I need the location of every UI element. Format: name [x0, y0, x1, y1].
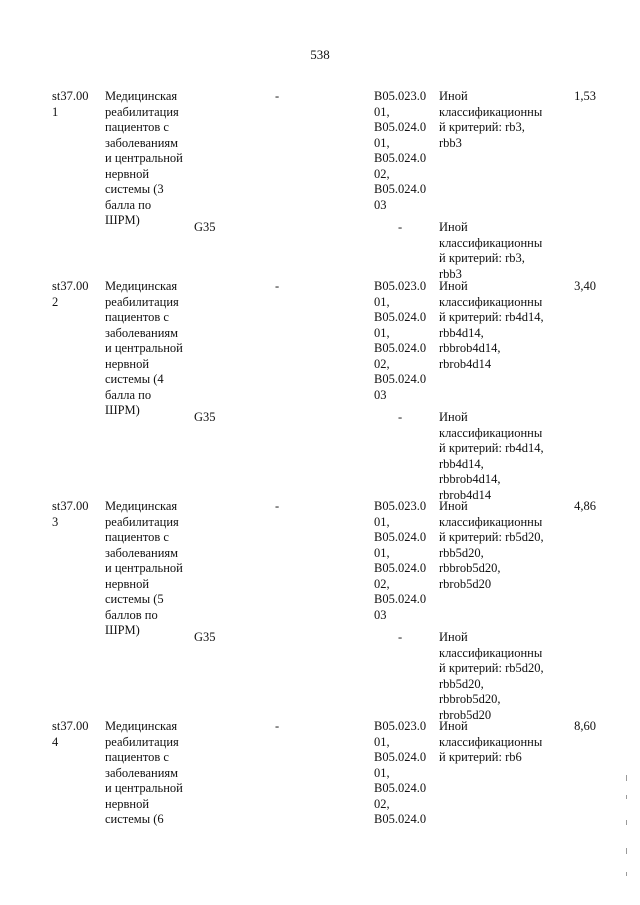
row-1-coefficient: 1,53	[574, 89, 596, 103]
row-2-code: st37.00 2	[52, 279, 89, 309]
row-1-name: Медицинская реабилитация пациентов с заболеваниям и центральной нервной системы (3 балла по ШРМ)	[105, 89, 183, 227]
row-1-sub-services: -	[398, 220, 403, 234]
row-1-sub-diagnosis: G35	[194, 220, 216, 234]
row-4-diagnosis: -	[275, 719, 280, 733]
row-2-diagnosis: -	[275, 279, 280, 293]
row-4-coefficient: 8,60	[574, 719, 596, 733]
row-2-criteria: Иной классификационны й критерий: rb4d14, rbb4d14, rbbrob4d14, rbrob4d14	[439, 279, 544, 371]
row-2-services: B05.023.0 01, B05.024.0 01, B05.024.0 02, B05.024.0 03	[374, 279, 427, 402]
row-4-name: Медицинская реабилитация пациентов с заболеваниям и центральной нервной системы (6	[105, 719, 183, 826]
row-3-services: B05.023.0 01, B05.024.0 01, B05.024.0 02, B05.024.0 03	[374, 499, 427, 622]
row-2-sub-services: -	[398, 410, 403, 424]
scan-mark	[626, 848, 627, 854]
row-2-coefficient: 3,40	[574, 279, 596, 293]
row-1-code: st37.00 1	[52, 89, 89, 119]
row-4-code: st37.00 4	[52, 719, 89, 749]
row-3-name: Медицинская реабилитация пациентов с заболеваниям и центральной нервной системы (5 баллов по ШРМ)	[105, 499, 183, 637]
row-3-sub-diagnosis: G35	[194, 630, 216, 644]
scan-mark	[626, 795, 627, 799]
row-3-sub-criteria: Иной классификационны й критерий: rb5d20, rbb5d20, rbbrob5d20, rbrob5d20	[439, 630, 544, 722]
row-4-criteria: Иной классификационны й критерий: rb6	[439, 719, 543, 764]
row-3-criteria: Иной классификационны й критерий: rb5d20, rbb5d20, rbbrob5d20, rbrob5d20	[439, 499, 544, 591]
row-2-name: Медицинская реабилитация пациентов с заболеваниям и центральной нервной системы (4 балла по ШРМ)	[105, 279, 183, 417]
row-4-services: B05.023.0 01, B05.024.0 01, B05.024.0 02, B05.024.0	[374, 719, 427, 826]
row-3-sub-services: -	[398, 630, 403, 644]
row-1-diagnosis: -	[275, 89, 280, 103]
page-number: 538	[310, 47, 330, 62]
row-1-criteria: Иной классификационны й критерий: rb3, rbb3	[439, 89, 543, 150]
row-1-services: B05.023.0 01, B05.024.0 01, B05.024.0 02, B05.024.0 03	[374, 89, 427, 212]
scan-mark	[626, 820, 627, 825]
row-3-diagnosis: -	[275, 499, 280, 513]
row-1-sub-criteria: Иной классификационны й критерий: rb3, rbb3	[439, 220, 543, 281]
row-3-coefficient: 4,86	[574, 499, 596, 513]
scan-mark	[626, 872, 627, 876]
row-2-sub-criteria: Иной классификационны й критерий: rb4d14, rbb4d14, rbbrob4d14, rbrob4d14	[439, 410, 544, 502]
row-3-code: st37.00 3	[52, 499, 89, 529]
row-2-sub-diagnosis: G35	[194, 410, 216, 424]
scan-mark	[626, 775, 627, 781]
